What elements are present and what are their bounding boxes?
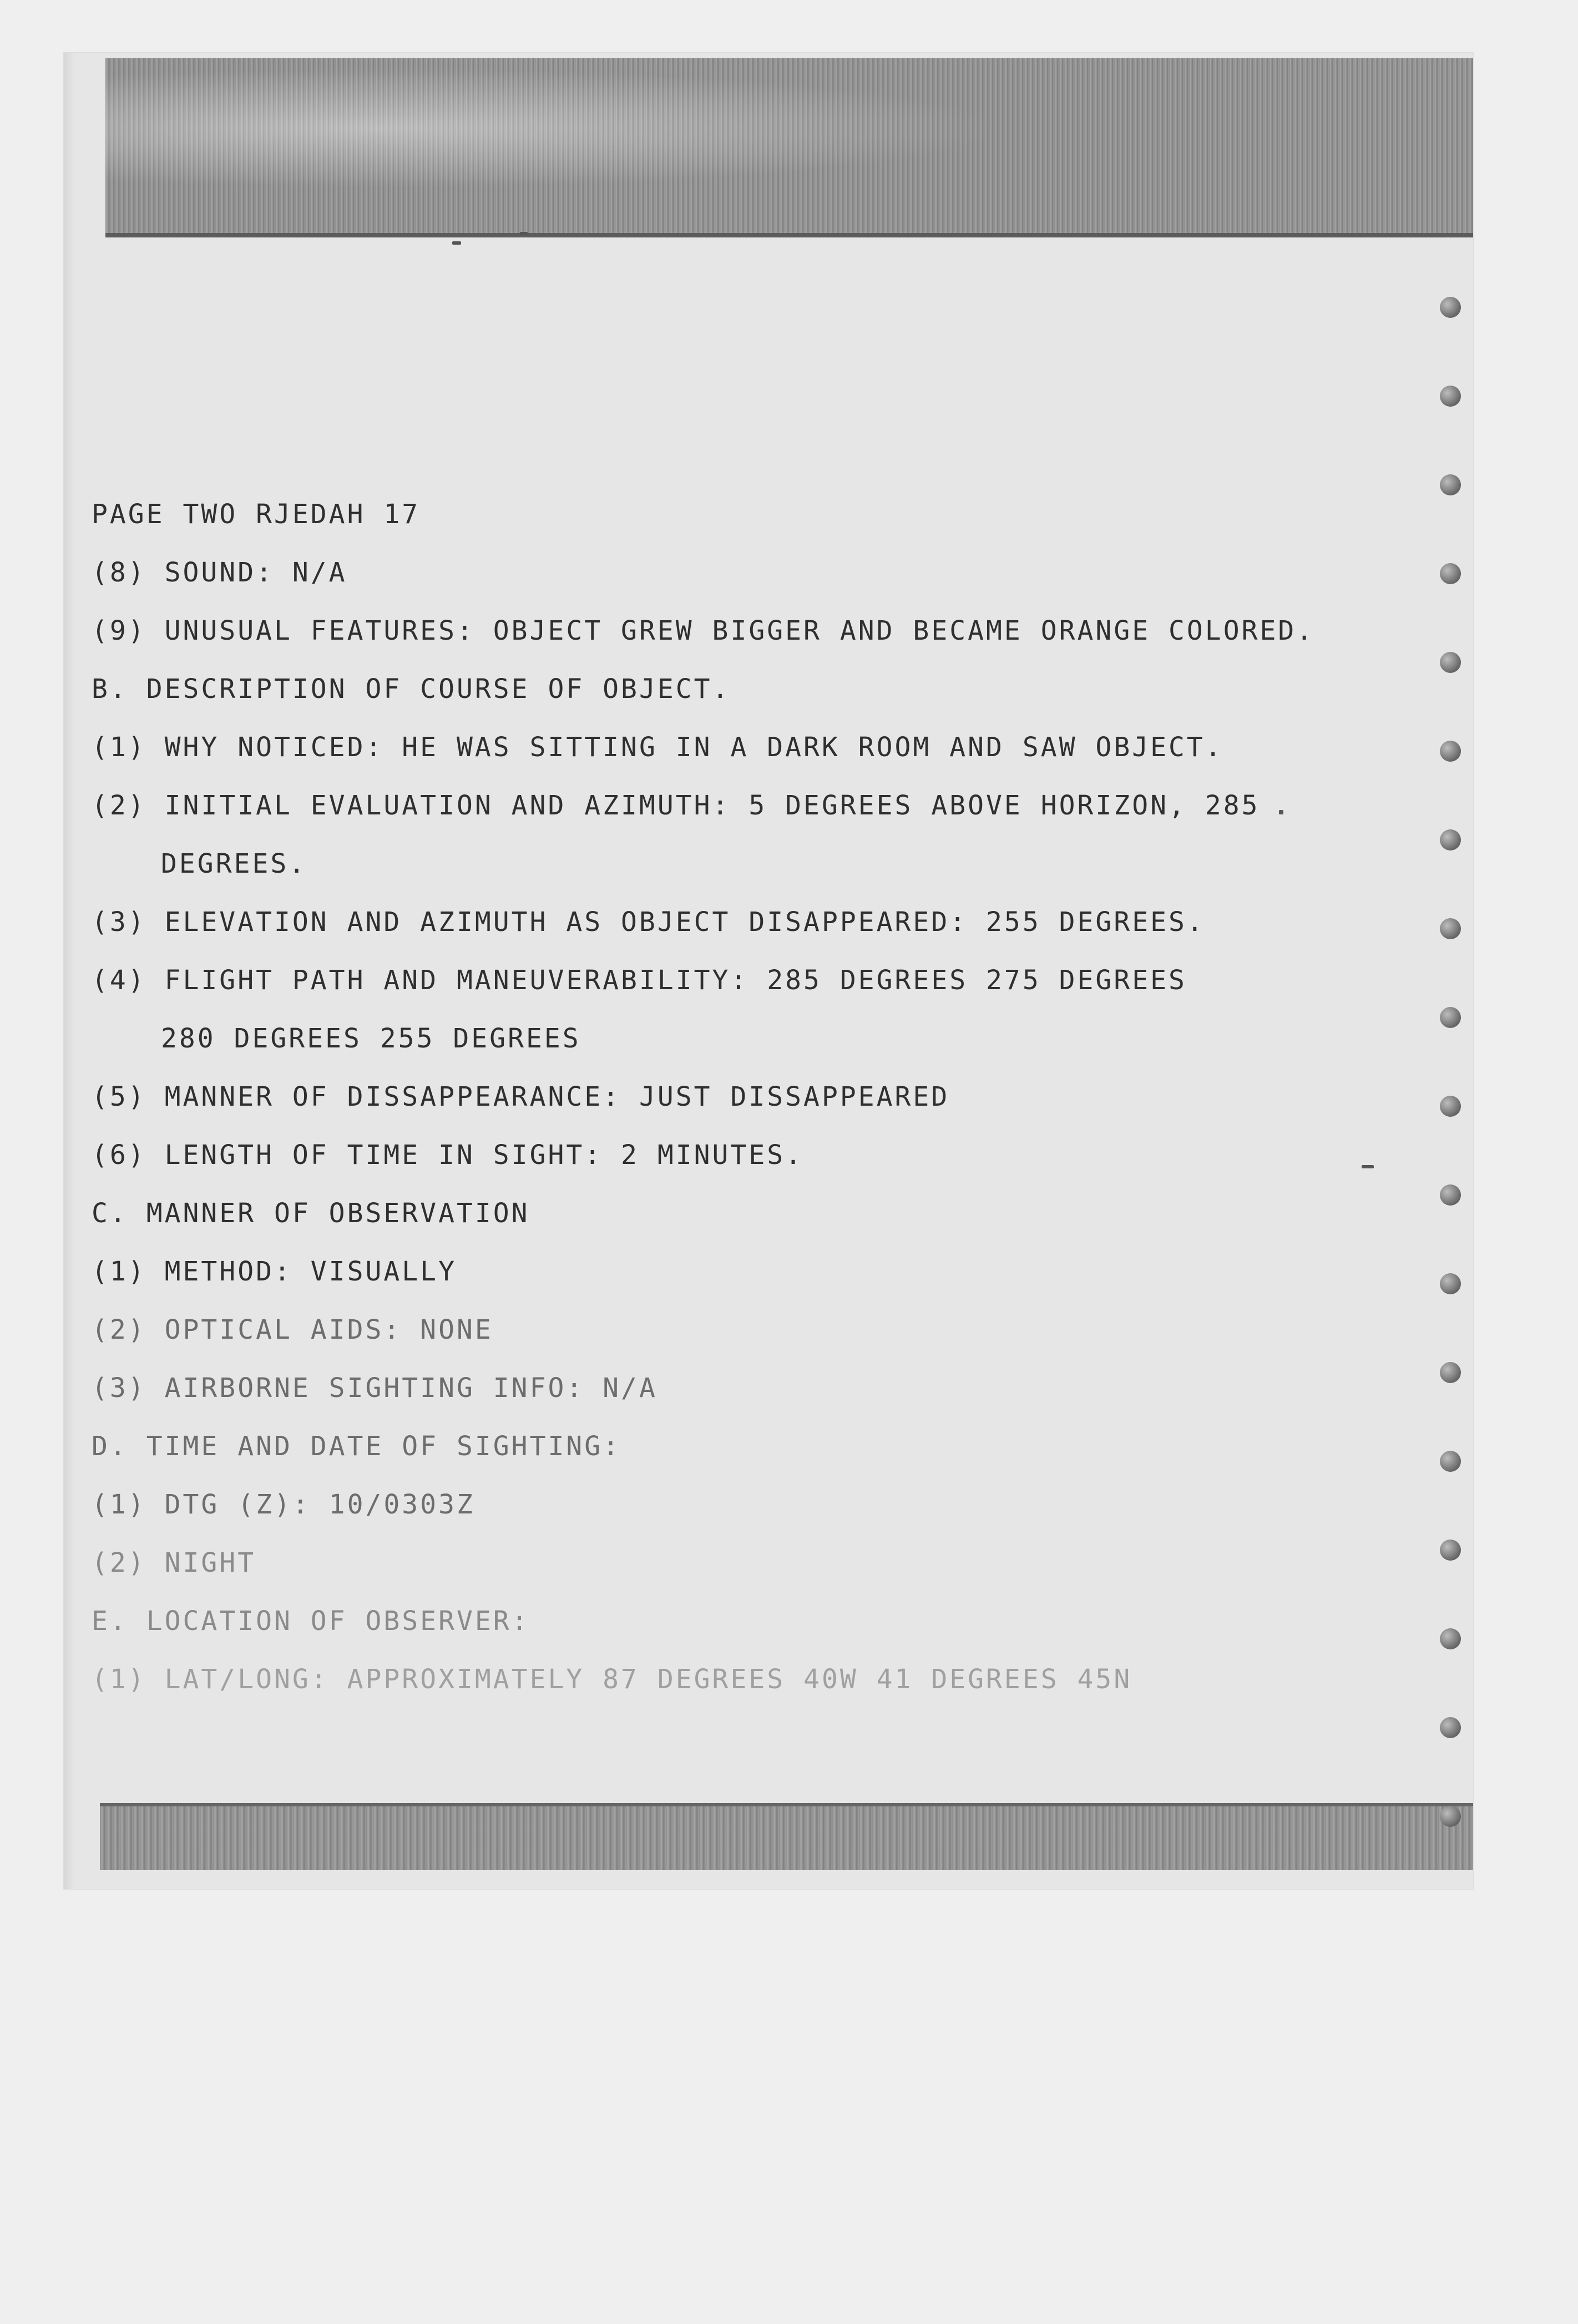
feed-hole (1440, 1451, 1461, 1472)
feed-hole (1440, 386, 1461, 407)
feed-hole (1440, 918, 1461, 939)
document-line: (8) SOUND: N/A (92, 557, 347, 588)
page-edge-shadow (64, 53, 75, 1889)
feed-hole (1440, 1362, 1461, 1383)
bottom-scan-band (100, 1803, 1473, 1870)
document-line: (9) UNUSUAL FEATURES: OBJECT GREW BIGGER AND BECAME ORANGE COLORED. (92, 615, 1315, 646)
tractor-feed-holes (1440, 297, 1462, 1806)
document-line: C. MANNER OF OBSERVATION (92, 1198, 530, 1229)
feed-hole (1440, 297, 1461, 318)
feed-hole (1440, 563, 1461, 584)
document-line: D. TIME AND DATE OF SIGHTING: (92, 1431, 621, 1462)
feed-hole (1440, 474, 1461, 495)
document-line: E. LOCATION OF OBSERVER: (92, 1606, 530, 1637)
top-scan-band (105, 58, 1473, 237)
document-line: (1) LAT/LONG: APPROXIMATELY 87 DEGREES 40W 41 DEGREES 45N (92, 1664, 1132, 1695)
document-line: B. DESCRIPTION OF COURSE OF OBJECT. (92, 674, 731, 705)
document-line: (2) NIGHT (92, 1547, 256, 1578)
feed-hole (1440, 1717, 1461, 1738)
feed-hole (1440, 652, 1461, 673)
feed-hole (1440, 1096, 1461, 1117)
document-line: (1) METHOD: VISUALLY (92, 1256, 457, 1287)
document-line: (1) DTG (Z): 10/0303Z (92, 1489, 475, 1520)
document-line: PAGE TWO RJEDAH 17 (92, 499, 421, 530)
document-line: (2) OPTICAL AIDS: NONE (92, 1314, 493, 1345)
scan-speck (520, 232, 528, 235)
document-line: (1) WHY NOTICED: HE WAS SITTING IN A DARK ROOM AND SAW OBJECT. (92, 732, 1223, 763)
document-text (92, 485, 1329, 1709)
feed-hole (1440, 1007, 1461, 1028)
document-line: (5) MANNER OF DISSAPPEARANCE: JUST DISSAPPEARED (92, 1081, 950, 1112)
feed-hole (1440, 1273, 1461, 1294)
feed-hole (1440, 1628, 1461, 1649)
document-line: (4) FLIGHT PATH AND MANEUVERABILITY: 285 DEGREES 275 DEGREES (92, 965, 1187, 996)
document-line: 280 DEGREES 255 DEGREES (161, 1023, 581, 1054)
document-line: (6) LENGTH OF TIME IN SIGHT: 2 MINUTES. (92, 1140, 804, 1171)
scan-speck (452, 241, 461, 245)
scan-speck (1362, 1165, 1374, 1168)
feed-hole (1440, 1184, 1461, 1206)
feed-hole (1440, 741, 1461, 762)
document-line: (2) INITIAL EVALUATION AND AZIMUTH: 5 DEGREES ABOVE HORIZON, 285 (92, 790, 1260, 821)
feed-hole (1440, 1806, 1461, 1827)
feed-hole (1440, 1540, 1461, 1561)
document-line: (3) AIRBORNE SIGHTING INFO: N/A (92, 1373, 658, 1404)
feed-hole (1440, 829, 1461, 850)
document-line: (3) ELEVATION AND AZIMUTH AS OBJECT DISAPPEARED: 255 DEGREES. (92, 907, 1205, 938)
document-line: DEGREES. (161, 848, 307, 879)
